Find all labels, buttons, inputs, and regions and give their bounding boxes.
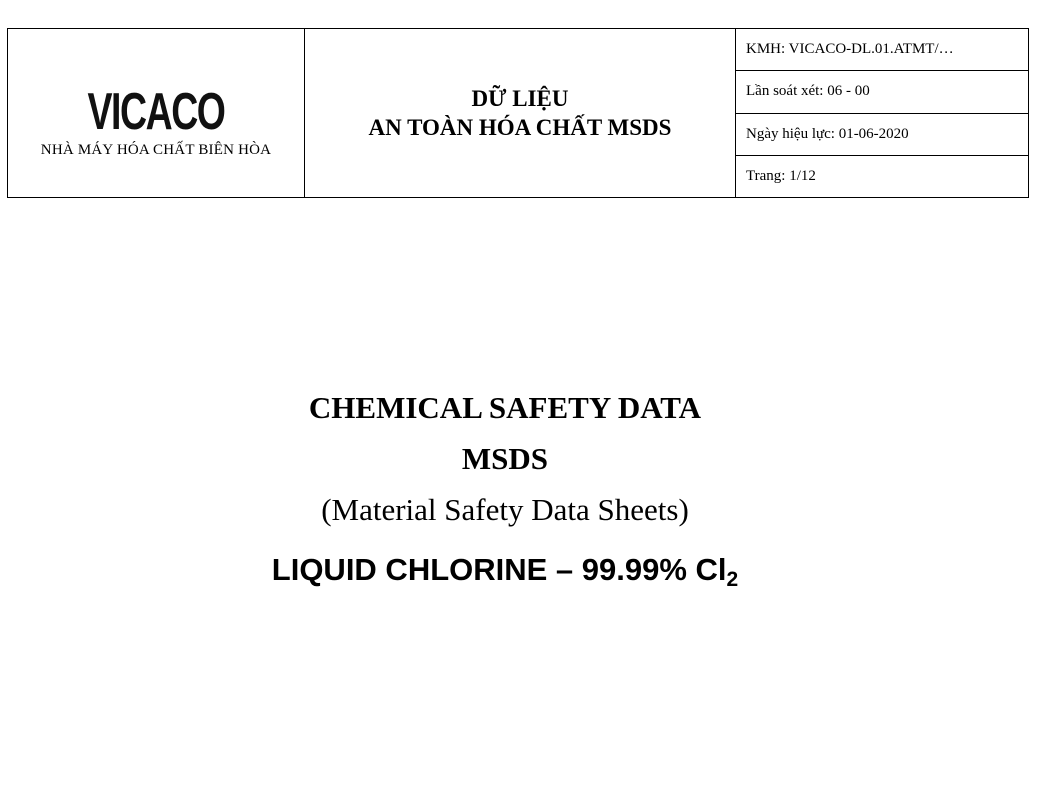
document-code: KMH: VICACO-DL.01.ATMT/… bbox=[736, 29, 1029, 71]
logo-cell bbox=[8, 29, 305, 198]
product-name bbox=[0, 550, 1010, 600]
factory-name: NHÀ MÁY HÓA CHẤT BIÊN HÒA bbox=[40, 141, 272, 158]
page-number: Trang: 1/12 bbox=[736, 155, 1029, 197]
product-name-text: LIQUID CHLORINE – 99.99% Cl bbox=[271, 552, 727, 587]
product-formula-subscript: 2 bbox=[726, 568, 739, 591]
cover-description: (Material Safety Data Sheets) bbox=[321, 492, 689, 527]
title-cell bbox=[305, 29, 736, 198]
document-header bbox=[7, 28, 1029, 198]
revision-number: Lần soát xét: 06 - 00 bbox=[736, 71, 1029, 113]
cover-content bbox=[0, 388, 1010, 600]
cover-subtitle: MSDS bbox=[461, 441, 549, 476]
cover-title: CHEMICAL SAFETY DATA bbox=[308, 390, 702, 425]
effective-date: Ngày hiệu lực: 01-06-2020 bbox=[736, 113, 1029, 155]
company-logo: VICACO bbox=[87, 82, 225, 141]
document-title-line2: AN TOÀN HÓA CHẤT MSDS bbox=[368, 115, 672, 140]
document-title-line1: DỮ LIỆU bbox=[471, 86, 569, 111]
